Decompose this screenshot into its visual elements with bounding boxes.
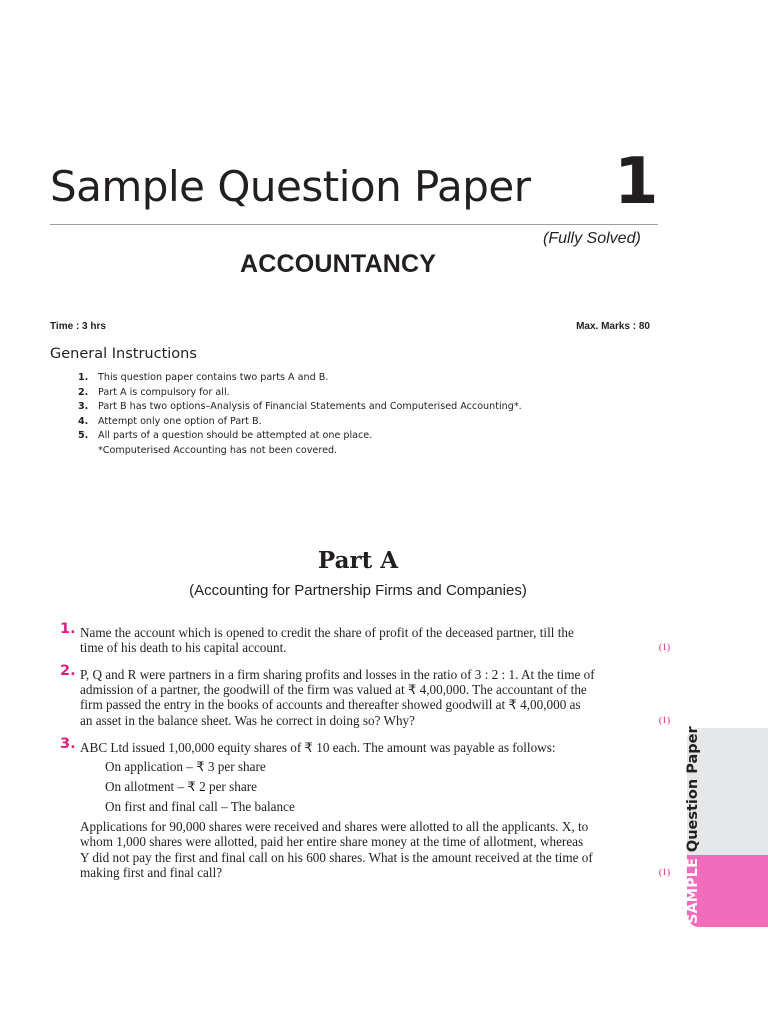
fully-solved-label: (Fully Solved): [543, 230, 641, 247]
item-text: Part B has two options–Analysis of Financial Statements and Computerised Accounting*.: [98, 401, 522, 413]
time-label: Time : 3 hrs: [50, 321, 106, 332]
question-number: 3.: [60, 736, 76, 752]
question-line-text: making first and final call?: [80, 864, 223, 880]
schedule-item: On allotment – ₹ 2 per share: [105, 779, 257, 795]
schedule-item: On first and final call – The balance: [105, 799, 295, 815]
question-number: 2.: [60, 663, 76, 679]
question-text: [80, 625, 670, 655]
question-text: [80, 667, 670, 728]
title-divider: [50, 224, 658, 225]
question-2: [60, 663, 670, 729]
item-text: Attempt only one option of Part B.: [98, 415, 262, 427]
list-item: [78, 401, 522, 416]
question-line: whom 1,000 shares were allotted, paid her entire share money at the time of allotment, whereas: [80, 834, 584, 850]
item-number: 4.: [78, 415, 89, 427]
marks-label: (1): [658, 715, 670, 726]
instructions-note: *Computerised Accounting has not been covered.: [98, 444, 338, 456]
item-number: 2.: [78, 386, 89, 398]
question-line: [80, 713, 670, 728]
side-tab-word-sample: SAMPLE: [685, 858, 701, 924]
question-3: [60, 736, 670, 881]
question-number: 1.: [60, 621, 76, 637]
marks-label: (1): [658, 867, 670, 878]
side-tab-word-question-paper: Question Paper: [685, 726, 701, 853]
item-text: All parts of a question should be attempted at one place.: [98, 430, 373, 442]
max-marks-label: Max. Marks : 80: [576, 321, 650, 332]
item-number: 3.: [78, 401, 89, 413]
instructions-heading: General Instructions: [50, 346, 197, 362]
question-line: Applications for 90,000 shares were received and shares were allotted to all the applicants. X, to: [80, 819, 589, 835]
item-text: This question paper contains two parts A and B.: [98, 372, 329, 383]
item-number: 1.: [78, 372, 89, 383]
question-line: firm passed the entry in the books of accounts and thereafter showed goodwill at ₹ 4,00,000 as: [80, 697, 581, 713]
question-line: [80, 640, 670, 655]
question-line: Y did not pay the first and final call on his 600 shares. What is the amount received at the time of: [80, 849, 593, 865]
payment-schedule: [80, 757, 670, 817]
paper-number: 1: [614, 145, 659, 219]
marks-label: (1): [658, 643, 670, 654]
question-line: [80, 865, 670, 880]
question-1: [60, 621, 670, 656]
schedule-item: On application – ₹ 3 per share: [105, 759, 266, 775]
list-item: [78, 430, 522, 445]
question-line: Name the account which is opened to credit the share of profit of the deceased partner, till the: [80, 625, 574, 640]
part-title: Part A: [317, 547, 399, 574]
side-tab-label: [685, 726, 701, 924]
instructions-list: [78, 372, 522, 456]
question-intro: ABC Ltd issued 1,00,000 equity shares of ₹ 10 each. The amount was payable as follows:: [80, 740, 556, 755]
list-item: [78, 387, 522, 402]
item-text: Part A is compulsory for all.: [98, 386, 230, 398]
question-line-text: an asset in the balance sheet. Was he correct in doing so? Why?: [80, 712, 415, 728]
list-item: [78, 372, 522, 387]
list-item: [78, 416, 522, 431]
question-line: admission of a partner, the goodwill of the firm was valued at ₹ 4,00,000. The accountant of the: [80, 682, 587, 698]
item-number: 5.: [78, 430, 89, 442]
question-text: [80, 740, 670, 880]
part-subtitle: (Accounting for Partnership Firms and Companies): [189, 582, 527, 599]
subject-heading: ACCOUNTANCY: [240, 250, 437, 278]
question-line-text: time of his death to his capital account.: [80, 640, 287, 656]
page-title: Sample Question Paper: [50, 162, 531, 211]
question-line: P, Q and R were partners in a firm sharing profits and losses in the ratio of 3 : 2 : 1. At the time of: [80, 667, 595, 682]
